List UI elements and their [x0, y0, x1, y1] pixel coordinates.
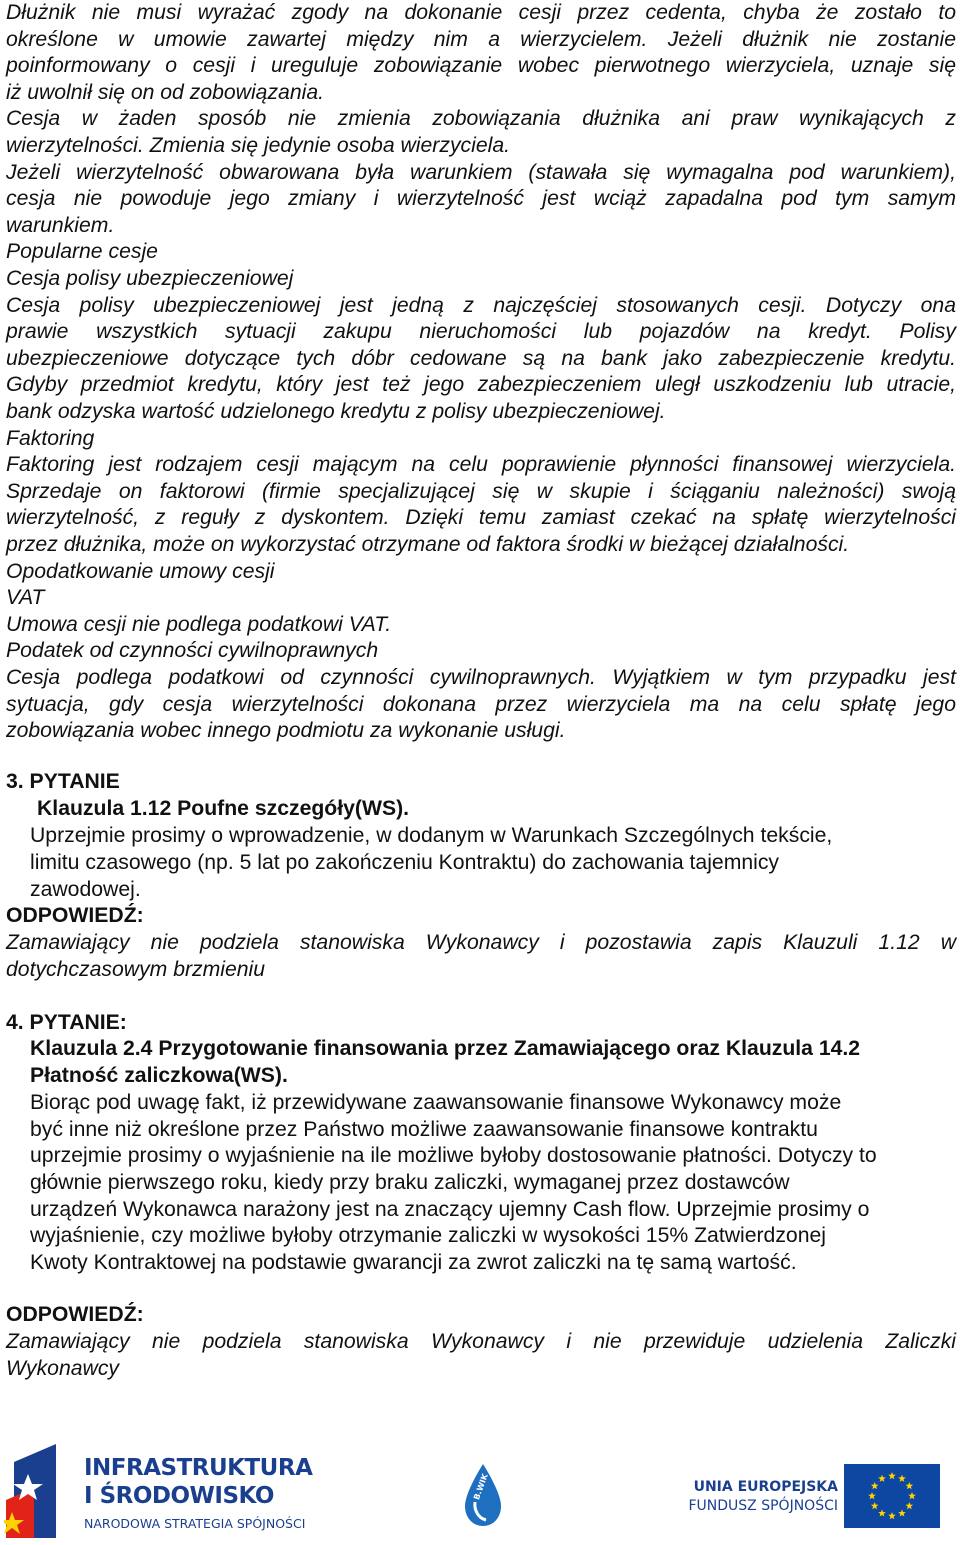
body-line: przez dłużnika, może on wykorzystać otrzymane od faktora środki w bieżącej działalności.: [6, 533, 850, 556]
body-line: sytuacja, gdy cesja wierzytelności dokonana przez wierzyciela ma na celu spłatę jego: [6, 692, 956, 716]
body-line: Cesja polisy ubezpieczeniowej jest jedną z najczęściej stosowanych cesji. Dotyczy ona: [6, 293, 956, 317]
body-line: wierzytelność, z reguły z dyskontem. Dzięki temu zamiast czekać na spłatę wierzytelności: [6, 506, 956, 530]
eu-logo: [680, 1464, 942, 1530]
body-line: poinformowany o cesji i ureguluje zobowiązanie wobec pierwotnego wierzyciela, uznaje się: [6, 54, 956, 78]
body-line: zobowiązania wobec innego podmiotu za wykonanie usługi.: [6, 719, 566, 743]
body-line: iż uwolnił się on od zobowiązania.: [6, 80, 324, 104]
body-line: Cesja podlega podatkowi od czynności cywilnoprawnych. Wyjątkiem w tym przypadku jest: [6, 666, 956, 689]
body-line: Faktoring jest rodzajem cesji mającym na celu poprawienie płynności finansowej wierzyciela.: [6, 453, 956, 477]
bwik-logo: [462, 1462, 504, 1528]
body-line: Opodatkowanie umowy cesji: [6, 559, 275, 583]
body-line: bank odzyska wartość udzielonego kredytu z polisy ubezpieczeniowej.: [6, 400, 666, 423]
q3-answer-line: dotychczasowym brzmieniu: [6, 958, 266, 981]
q4-line: być inne niż określone przez Państwo możliwe zaawansowanie finansowe kontraktu: [30, 1118, 818, 1141]
nss-flag-icon: [4, 1442, 84, 1542]
q4-answer-label: ODPOWIEDŹ:: [6, 1303, 144, 1326]
body-line: Cesja polisy ubezpieczeniowej: [6, 267, 294, 290]
q4-clause-line: Klauzula 2.4 Przygotowanie finansowania przez Zamawiającego oraz Klauzula 14.2: [30, 1037, 861, 1060]
body-line: Umowa cesji nie podlega podatkowi VAT.: [6, 612, 392, 636]
q4-clause-line: Płatność zaliczkowa(WS).: [30, 1064, 288, 1087]
infrastruktura-logo: [4, 1442, 313, 1542]
q3-heading: 3. PYTANIE: [6, 770, 120, 793]
logo1-line3: NARODOWA STRATEGIA SPÓJNOŚCI: [84, 1516, 306, 1531]
logo1-line2: I ŚRODOWISKO: [84, 1483, 274, 1509]
body-line: Gdyby przedmiot kredytu, który jest też jego zabezpieczeniem uległ uszkodzeniu lub utracie,: [6, 373, 956, 397]
q3-answer-line: Zamawiający nie podziela stanowiska Wykonawcy i pozostawia zapis Klauzuli 1.12 w: [6, 931, 956, 954]
q4-line: urządzeń Wykonawca narażony jest na znaczący ujemny Cash flow. Uprzejmie prosimy o: [30, 1198, 870, 1221]
q4-answer-line: Wykonawcy: [6, 1357, 120, 1380]
body-line: Sprzedaje on faktorowi (firmie specjalizującej się w skupie i ściąganiu należności) swoją: [6, 479, 956, 503]
logo1-line1: INFRASTRUKTURA: [84, 1455, 313, 1481]
logo2-text: B.WIK: [472, 1472, 490, 1502]
body-line: Popularne cesje: [6, 240, 158, 264]
body-line: ubezpieczeniowe dotyczące tych dóbr cedowane są na bank jako zabezpieczenie kredytu.: [6, 346, 956, 370]
q3-clause: Klauzula 1.12 Poufne szczegóły(WS).: [37, 797, 410, 820]
q4-line: głównie pierwszego roku, kiedy przy braku zaliczki, wymaganej przez dostawców: [30, 1171, 790, 1194]
body-line: VAT: [6, 586, 45, 610]
body-line: warunkiem.: [6, 213, 115, 237]
q4-line: uprzejmie prosimy o wyjaśnienie na ile możliwe byłoby dostosowanie płatności. Dotyczy to: [30, 1144, 877, 1167]
q4-answer-line: Zamawiający nie podziela stanowiska Wykonawcy i nie przewiduje udzielenia Zaliczki: [6, 1330, 956, 1353]
body-line: określone w umowie zawartej między nim a wierzycielem. Jeżeli dłużnik nie zostanie: [6, 27, 956, 51]
q3-line: Uprzejmie prosimy o wprowadzenie, w dodanym w Warunkach Szczególnych tekście,: [30, 824, 833, 847]
body-line: Jeżeli wierzytelność obwarowana była warunkiem (stawała się wymagalna pod warunkiem),: [6, 160, 956, 184]
q3-line: zawodowej.: [30, 878, 141, 901]
q4-line: wyjaśnienie, czy możliwe byłoby otrzymanie zaliczki w wysokości 15% Zatwierdzonej: [30, 1224, 826, 1247]
body-line: prawie wszystkich sytuacji zakupu nieruchomości lub pojazdów na kredyt. Polisy: [6, 320, 956, 344]
body-line: Cesja w żaden sposób nie zmienia zobowiązania dłużnika ani praw wynikających z: [6, 107, 956, 131]
logo3-line2: FUNDUSZ SPÓJNOŚCI: [688, 1498, 838, 1514]
q3-answer-label: ODPOWIEDŹ:: [6, 904, 144, 927]
body-line: wierzytelności. Zmienia się jedynie osoba wierzyciela.: [6, 134, 510, 157]
q4-line: Biorąc pod uwagę fakt, iż przewidywane zaawansowanie finansowe Wykonawcy może: [30, 1091, 842, 1114]
q3-line: limitu czasowego (np. 5 lat po zakończeniu Kontraktu) do zachowania tajemnicy: [30, 851, 780, 874]
body-line: Dłużnik nie musi wyrażać zgody na dokonanie cesji przez cedenta, chyba że zostało to: [6, 1, 956, 24]
footer-logos: [0, 1430, 960, 1545]
eu-flag-icon: [844, 1464, 940, 1528]
q4-line: Kwoty Kontraktowej na podstawie gwarancji za zwrot zaliczki na tę samą wartość.: [30, 1251, 797, 1274]
body-line: Podatek od czynności cywilnoprawnych: [6, 639, 379, 663]
logo3-line1: UNIA EUROPEJSKA: [693, 1479, 838, 1495]
q4-heading: 4. PYTANIE:: [6, 1011, 127, 1034]
water-drop-icon: [462, 1462, 504, 1528]
body-line: cesja nie powoduje jego zmiany i wierzytelność jest wciąż zapadalna pod tym samym: [6, 187, 956, 211]
body-line: Faktoring: [6, 426, 95, 450]
